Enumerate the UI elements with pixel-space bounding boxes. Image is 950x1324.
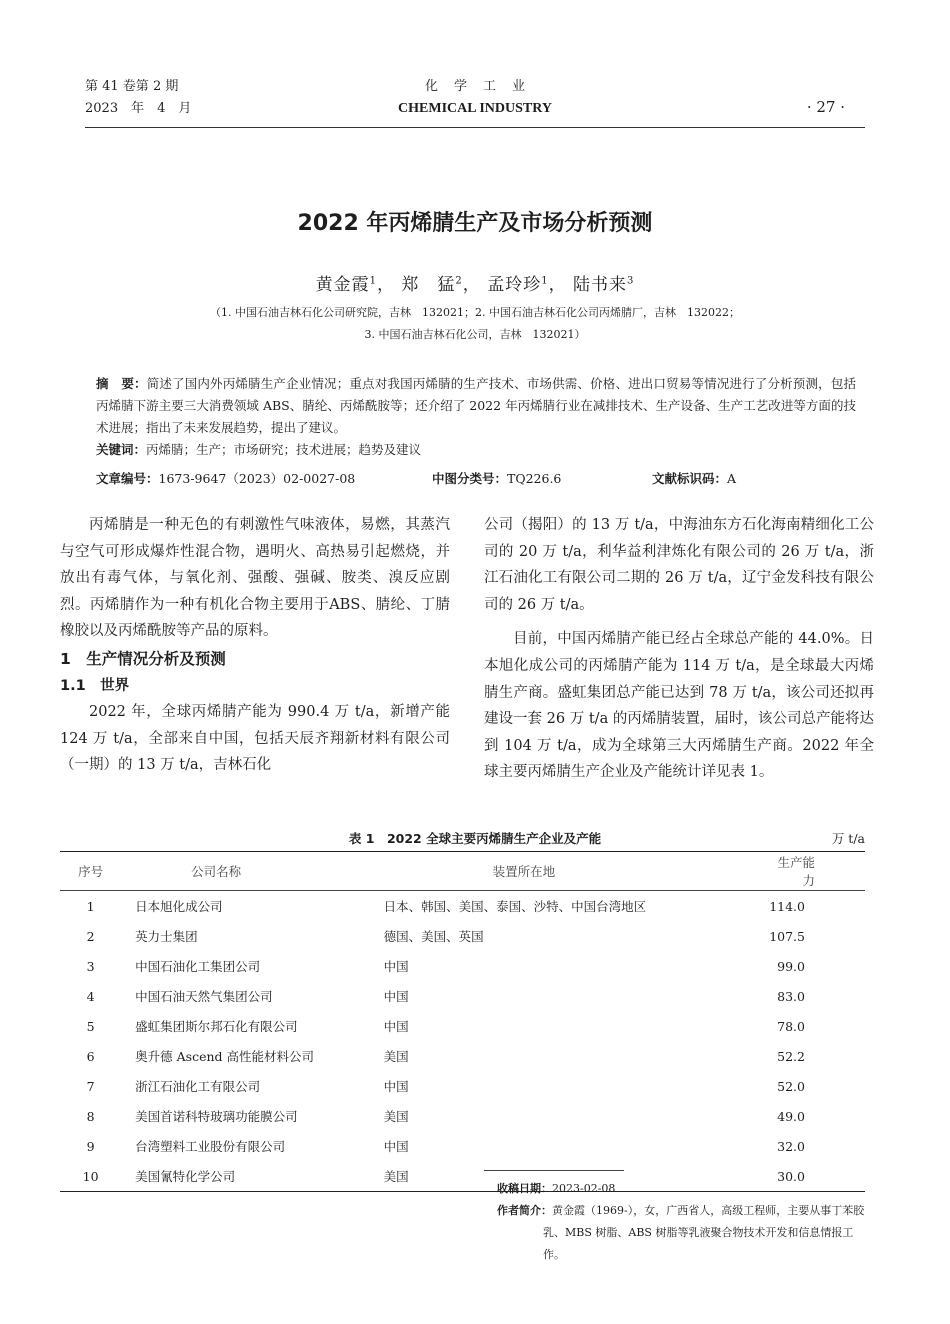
- row-index: 1: [86, 898, 95, 914]
- clc-number: TQ226.6: [507, 471, 562, 486]
- table-row: [60, 1101, 865, 1131]
- capacity-value: 99.0: [777, 958, 805, 974]
- capacity-value: 83.0: [777, 988, 805, 1004]
- footnote: [497, 1178, 867, 1266]
- body-paragraph: 丙烯腈是一种无色的有刺激性气味液体，易燃，其蒸汽与空气可形成爆炸性混合物，遇明火、高热易引起燃烧，并放出有毒气体，与氧化剂、强酸、强碱、胺类、溴反应剧烈。丙烯腈作为一种有机化合物主要用于ABS、腈纶、丁腈橡胶以及丙烯酰胺等产品的原料。: [60, 517, 450, 640]
- plant-location: 美国: [383, 1161, 769, 1192]
- table-header-row: [60, 852, 865, 891]
- body-paragraph-continued: 公司（揭阳）的 13 万 t/a，中海油东方石化海南精细化工公司的 20 万 t/a，利华益利津炼化有限公司的 26 万 t/a，浙江石油化工有限公司二期的 26 万 t/a，辽宁金发科技有限公司的 26 万 t/a。: [484, 517, 874, 613]
- article-number: 1673-9647（2023）02-0027-08: [158, 471, 356, 486]
- row-index: 6: [86, 1048, 95, 1064]
- body-paragraph: 2022 年，全球丙烯腈产能为 990.4 万 t/a，新增产能 124 万 t/a，全部来自中国，包括天辰齐翔新材料有限公司（一期）的 13 万 t/a，吉林石化: [60, 703, 450, 774]
- author-name: 孟玲珍: [487, 275, 542, 295]
- footnote-rule: [484, 1170, 624, 1171]
- table-row: [60, 1071, 865, 1101]
- bio-label: 作者简介：: [497, 1204, 552, 1217]
- plant-location: 日本、韩国、美国、泰国、沙特、中国台湾地区: [383, 899, 647, 914]
- row-index: 8: [86, 1108, 95, 1124]
- capacity-value: 30.0: [768, 1161, 865, 1192]
- clc-label: 中图分类号：: [432, 471, 508, 486]
- affiliation-line: （1. 中国石油吉林石化公司研究院，吉林 132021；2. 中国石油吉林石化公司丙烯腈厂，吉林 132022；: [210, 306, 740, 319]
- section-heading: 1 生产情况分析及预测: [60, 649, 226, 668]
- journal-date: 2023 年 4 月: [85, 101, 192, 116]
- row-index: 10: [60, 1161, 121, 1192]
- plant-location: 中国: [383, 959, 409, 974]
- row-index: 3: [86, 958, 95, 974]
- capacity-value: 32.0: [777, 1138, 805, 1154]
- author-affiliation-mark: 1: [541, 275, 549, 287]
- author-name: 黄金霞: [315, 275, 370, 295]
- company-name: 中国石油化工集团公司: [135, 959, 261, 974]
- abstract: [96, 373, 856, 461]
- table-caption: 表 1 2022 全球主要丙烯腈生产企业及产能: [348, 831, 602, 846]
- affiliation-line: 3. 中国石油吉林石化公司，吉林 132021）: [364, 328, 586, 341]
- header-rule: [85, 127, 865, 128]
- body-column-left: [60, 512, 450, 779]
- running-header-left: [85, 76, 191, 120]
- company-name: 美国氰特化学公司: [121, 1161, 383, 1192]
- company-name: 浙江石油化工有限公司: [135, 1079, 261, 1094]
- author-affiliation-mark: 2: [455, 275, 463, 287]
- keywords-text: 丙烯腈；生产；市场研究；技术进展；趋势及建议: [146, 442, 422, 457]
- table-row: [60, 1041, 865, 1071]
- affiliations: [80, 302, 870, 346]
- doc-code-label: 文献标识码：: [652, 471, 728, 486]
- capacity-table: [60, 851, 865, 1192]
- company-name: 盛虹集团斯尔邦石化有限公司: [135, 1019, 298, 1034]
- plant-location: 中国: [383, 989, 409, 1004]
- subsection-heading: 1.1 世界: [60, 677, 130, 694]
- company-name: 美国首诺科特玻璃功能膜公司: [135, 1109, 298, 1124]
- running-header-center: [340, 76, 610, 120]
- company-name: 英力士集团: [135, 929, 198, 944]
- body-column-right: [484, 512, 874, 786]
- table-row: [60, 1011, 865, 1041]
- row-index: 9: [86, 1138, 95, 1154]
- author-bio: [497, 1200, 867, 1266]
- doc-code: A: [727, 471, 737, 486]
- abstract-text: 简述了国内外丙烯腈生产企业情况；重点对我国丙烯腈的生产技术、市场供需、价格、进出口贸易等情况进行了分析预测，包括丙烯腈下游主要三大消费领域 ABS、腈纶、丙烯酰胺等；还介绍了 2022 年丙烯腈行业在减排技术、生产设备、生产工艺改进等方面的技术进展；指出了未来发展趋势，提出了建议。: [96, 376, 856, 435]
- author-name: 郑 猛: [401, 275, 456, 295]
- author-affiliation-mark: 1: [369, 275, 378, 287]
- received-date: 2023-02-08: [552, 1182, 616, 1195]
- plant-location: 中国: [383, 1139, 409, 1154]
- header-capacity: 生产能力: [768, 852, 865, 891]
- table-row: [60, 891, 865, 922]
- article-number-label: 文章编号：: [96, 471, 159, 486]
- table-row: [60, 921, 865, 951]
- row-index: 5: [86, 1018, 95, 1034]
- row-index: 4: [86, 988, 95, 1004]
- bio-text: 黄金霞（1969-），女，广西省人，高级工程师，主要从事丁苯胶乳、MBS 树脂、ABS 树脂等乳液聚合物技术开发和信息情报工作。: [543, 1204, 865, 1261]
- company-name: 台湾塑料工业股份有限公司: [135, 1139, 286, 1154]
- plant-location: 中国: [383, 1019, 409, 1034]
- company-name: 日本旭化成公司: [135, 899, 223, 914]
- article-meta: [96, 469, 856, 489]
- plant-location: 德国、美国、英国: [383, 929, 484, 944]
- plant-location: 美国: [383, 1109, 409, 1124]
- body-paragraph: 目前，中国丙烯腈产能已经占全球总产能的 44.0%。日本旭化成公司的丙烯腈产能为 114 万 t/a，是全球最大丙烯腈生产商。盛虹集团总产能已达到 78 万 t/a，该公司还拟再建设一套 26 万 t/a 的丙烯腈装置，届时，该公司总产能将达到 104 万 t/a，成为全球第三大丙烯腈生产商。2022 年全球主要丙烯腈生产企业及产能统计详见表 1。: [484, 631, 874, 781]
- journal-volume: 第 41 卷第 2 期: [85, 79, 179, 94]
- plant-location: 美国: [383, 1049, 409, 1064]
- received-label: 收稿日期：: [497, 1182, 552, 1195]
- row-index: 2: [86, 928, 95, 944]
- capacity-value: 49.0: [777, 1108, 805, 1124]
- header-index: 序号: [60, 852, 121, 891]
- capacity-value: 114.0: [769, 898, 805, 914]
- author-list: 黄金霞$^1$， 郑 猛$^2$， 孟玲珍$^1$， 陆书来$^3$: [315, 275, 635, 295]
- article-title: 2022 年丙烯腈生产及市场分析预测: [297, 211, 653, 236]
- table-row: [60, 1131, 865, 1161]
- page-number: · 27 ·: [806, 98, 845, 116]
- capacity-value: 52.2: [777, 1048, 805, 1064]
- journal-name-cn: 化学工业: [424, 79, 541, 94]
- keywords-label: 关键词：: [96, 442, 147, 457]
- company-name: 中国石油天然气集团公司: [135, 989, 273, 1004]
- row-index: 7: [86, 1078, 95, 1094]
- plant-location: 中国: [383, 1079, 409, 1094]
- capacity-value: 107.5: [769, 928, 805, 944]
- header-location: 装置所在地: [383, 852, 769, 891]
- abstract-label: 摘 要：: [96, 376, 147, 391]
- table-row: [60, 951, 865, 981]
- journal-name-en: CHEMICAL INDUSTRY: [398, 101, 552, 116]
- table-row: [60, 981, 865, 1011]
- table-unit: 万 t/a: [831, 831, 865, 846]
- header-company: 公司名称: [121, 852, 383, 891]
- author-name: 陆书来: [572, 275, 627, 295]
- company-name: 奥升德 Ascend 高性能材料公司: [135, 1049, 315, 1064]
- author-affiliation-mark: 3: [626, 275, 635, 287]
- capacity-value: 78.0: [777, 1018, 805, 1034]
- capacity-value: 52.0: [777, 1078, 805, 1094]
